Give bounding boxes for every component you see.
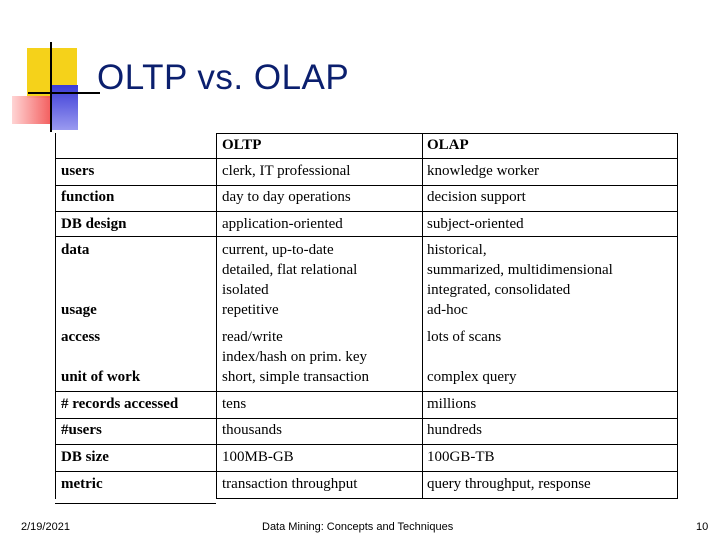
row-separator bbox=[55, 236, 678, 237]
olap-cell: lots of scans bbox=[427, 329, 502, 345]
olap-cell: historical, bbox=[427, 242, 487, 258]
row-separator bbox=[55, 471, 678, 472]
row-label: access bbox=[61, 329, 101, 345]
row-label: usage bbox=[61, 302, 97, 318]
oltp-cell: index/hash on prim. key bbox=[222, 349, 367, 365]
oltp-cell: short, simple transaction bbox=[222, 369, 370, 385]
olap-cell: complex query bbox=[427, 369, 517, 385]
olap-cell: integrated, consolidated bbox=[427, 282, 571, 298]
oltp-cell: application-oriented bbox=[222, 216, 343, 232]
oltp-cell: current, up-to-date bbox=[222, 242, 334, 258]
row-separator bbox=[55, 185, 678, 186]
row-separator bbox=[55, 444, 678, 445]
oltp-cell: transaction throughput bbox=[222, 476, 358, 492]
olap-cell: summarized, multidimensional bbox=[427, 262, 613, 278]
oltp-cell: detailed, flat relational bbox=[222, 262, 358, 278]
row-label: DB design bbox=[61, 216, 127, 232]
page-number: 10 bbox=[696, 521, 709, 533]
row-separator bbox=[55, 211, 678, 212]
oltp-cell: 100MB-GB bbox=[222, 449, 294, 465]
comparison-table bbox=[55, 133, 678, 499]
oltp-cell: day to day operations bbox=[222, 189, 351, 205]
olap-cell: millions bbox=[427, 396, 477, 412]
oltp-cell: clerk, IT professional bbox=[222, 163, 351, 179]
olap-cell: decision support bbox=[427, 189, 526, 205]
row-label: DB size bbox=[61, 449, 109, 465]
olap-cell: knowledge worker bbox=[427, 163, 540, 179]
oltp-cell: isolated bbox=[222, 282, 269, 298]
olap-cell: subject-oriented bbox=[427, 216, 524, 232]
oltp-cell: tens bbox=[222, 396, 247, 412]
olap-cell: 100GB-TB bbox=[427, 449, 495, 465]
slide-title: OLTP vs. OLAP bbox=[97, 58, 350, 97]
horizontal-rule bbox=[28, 92, 100, 94]
footer-date: 2/19/2021 bbox=[21, 521, 70, 533]
row-label: function bbox=[61, 189, 115, 205]
table-top-border bbox=[216, 133, 678, 134]
table-bottom-left-border bbox=[55, 503, 216, 504]
oltp-cell: thousands bbox=[222, 422, 282, 438]
corner-decoration bbox=[0, 0, 100, 140]
row-label: data bbox=[61, 242, 90, 258]
row-label: unit of work bbox=[61, 369, 141, 385]
olap-cell: ad-hoc bbox=[427, 302, 468, 318]
row-separator bbox=[55, 158, 678, 159]
table-bottom-border bbox=[216, 498, 678, 499]
row-label: #users bbox=[61, 422, 102, 438]
oltp-cell: repetitive bbox=[222, 302, 279, 318]
row-label: metric bbox=[61, 476, 103, 492]
vertical-rule bbox=[50, 42, 52, 132]
olap-cell: query throughput, response bbox=[427, 476, 591, 492]
olap-cell: hundreds bbox=[427, 422, 482, 438]
row-label: users bbox=[61, 163, 95, 179]
header-oltp: OLTP bbox=[222, 137, 262, 153]
row-separator bbox=[55, 418, 678, 419]
row-label: # records accessed bbox=[61, 396, 179, 412]
footer-caption: Data Mining: Concepts and Techniques bbox=[262, 521, 454, 533]
header-olap: OLAP bbox=[427, 137, 469, 153]
oltp-cell: read/write bbox=[222, 329, 283, 345]
row-separator bbox=[55, 391, 678, 392]
